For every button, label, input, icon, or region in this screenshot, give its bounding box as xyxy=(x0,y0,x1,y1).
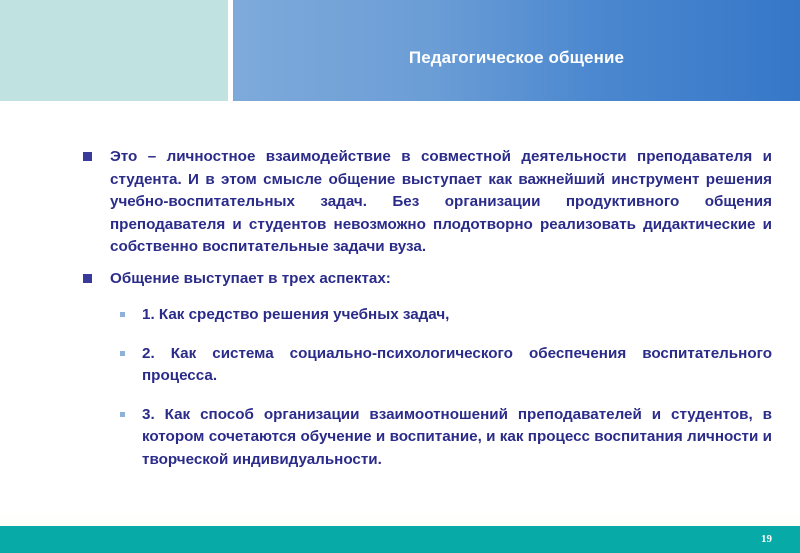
sub-bullet-text: 3. Как способ организации взаимоотношений преподавателей и студентов, в котором сочетаются обучение и воспитание, и как процесс воспитания личности и творческой индивидуальности. xyxy=(142,405,772,468)
page-number: 19 xyxy=(761,533,772,545)
small-square-bullet-icon xyxy=(120,312,125,317)
sub-bullet-item xyxy=(80,304,772,327)
slide-title: Педагогическое общение xyxy=(408,48,625,67)
slide-content xyxy=(80,146,772,471)
square-bullet-icon xyxy=(83,274,92,283)
bullet-item-aspects xyxy=(80,268,772,291)
header-decor-left xyxy=(0,0,228,101)
sub-bullet-item xyxy=(80,404,772,472)
sub-bullet-item xyxy=(80,343,772,388)
small-square-bullet-icon xyxy=(120,351,125,356)
small-square-bullet-icon xyxy=(120,412,125,417)
square-bullet-icon xyxy=(83,152,92,161)
bullet-text: Общение выступает в трех аспектах: xyxy=(110,269,391,287)
bullet-text: Это – личностное взаимодействие в совместной деятельности преподавателя и студента. И в этом смысле общение выступает как важнейший инструмент решения учебно-воспитательных задач. Без организации продуктивного общения преподавателя и студентов невозможно плодотворно реализовать дидактические и собственно воспитательные задачи вуза. xyxy=(110,148,772,255)
sub-bullet-text: 2. Как система социально-психологического обеспечения воспитательного процесса. xyxy=(142,344,772,384)
bullet-item-definition xyxy=(80,146,772,259)
sub-bullet-text: 1. Как средство решения учебных задач, xyxy=(142,306,450,323)
footer-fade xyxy=(0,512,800,526)
footer-bar xyxy=(0,526,800,553)
